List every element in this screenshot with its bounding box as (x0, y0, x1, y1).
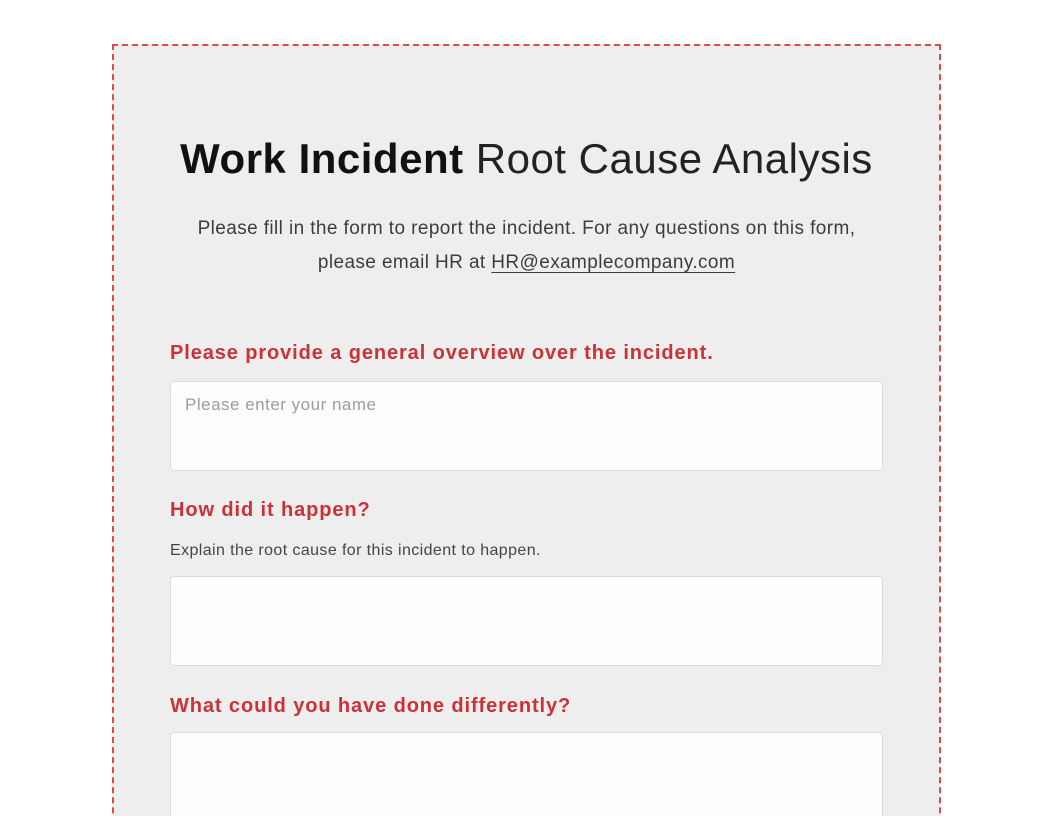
intro-text (177, 212, 877, 280)
how-did-it-happen-textarea[interactable] (170, 576, 883, 666)
section-heading-done-differently: What could you have done differently? (170, 695, 572, 718)
done-differently-textarea[interactable] (170, 732, 883, 816)
hr-email-link[interactable]: HR@examplecompany.com (491, 252, 736, 274)
section-heading-overview: Please provide a general overview over the incident. (170, 342, 714, 365)
section-heading-how-did-it-happen: How did it happen? (170, 499, 371, 522)
page-title-bold: Work Incident (180, 135, 464, 182)
incident-form-panel (112, 44, 941, 816)
page-title-regular: Root Cause Analysis (463, 135, 873, 182)
page-title (170, 136, 883, 182)
intro-text-body: Please fill in the form to report the incident. For any questions on this form, please email HR at (197, 218, 856, 274)
helper-text-root-cause: Explain the root cause for this incident to happen. (170, 542, 541, 560)
overview-textarea[interactable] (170, 381, 883, 471)
